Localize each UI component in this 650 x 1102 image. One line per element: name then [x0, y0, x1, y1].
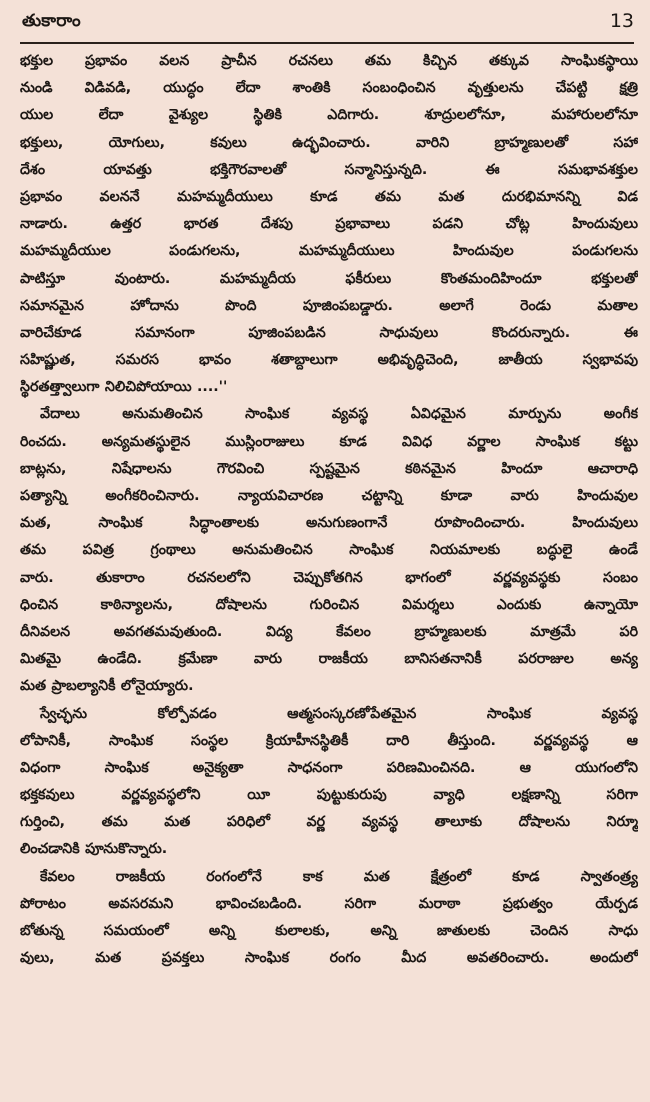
text-line: ప్రభావం వలననే మహమ్మదీయులు కూడ తమ మత దురభిమానన్ని విడ [20, 188, 638, 205]
body-text [20, 48, 638, 972]
text-line: యుల లేదా వైశ్యుల స్థితికి ఎదిగారు. శూద్రులలోనూ, మహారులలోనూ [20, 107, 638, 124]
text-line: తమ పవిత్ర గ్రంథాలు అనుమతించిన సాంఘిక నియమాలకు బద్ధులై ఉండే [20, 542, 638, 559]
page-number: 13 [609, 10, 634, 32]
text-line: మత ప్రాబల్యానికీ లోనైయ్యారు. [20, 678, 194, 695]
text-line: బాట్లను, నిషేధాలను గౌరవించి స్పష్టమైన కఠినమైన హిందూ ఆచారాధి [20, 460, 638, 477]
text-line: స్థిరతత్త్వాలుగా నిలిచిపోయాయి ....'' [20, 379, 228, 396]
text-line: మితమై ఉండేది. క్రమేణా వారు రాజకీయ బానిసతనానికీ పరరాజుల అన్య [20, 651, 638, 668]
text-line: నాడారు. ఉత్తర భారత దేశపు ప్రభావాలు పడని చోట్ల హిందువులు [20, 216, 638, 233]
paragraph [20, 864, 638, 973]
text-line: భక్తకవులు వర్ణవ్యవస్థలోని యీ పుట్టుకురుపు వ్యాధి లక్షణాన్ని సరిగా [20, 787, 638, 804]
text-line: వారిచేకూడ సమానంగా పూజింపబడిన సాధువులు కొందరున్నారు. ఈ [20, 324, 638, 341]
text-line: ధించిన కాఠిన్యాలను, దోషాలను గురించిన విమర్శలు ఎందుకు ఉన్నాయో [20, 596, 638, 613]
text-line: రించదు. అన్యమతస్థులైన ముస్లింరాజులు కూడ వివిధ వర్ణాల సాంఘిక కట్టు [20, 433, 638, 450]
text-line: భక్తులు, యోగులు, కవులు ఉద్భవించారు. వారిని బ్రాహ్మణులతో సహా [20, 134, 638, 151]
text-line: సహిష్ణుత, సమరస భావం శతాబ్దాలుగా అభివృద్ధిచెంది, జాతీయ స్వభావపు [20, 352, 638, 369]
text-line: లోపానికీ, సాంఘిక సంస్థల క్రియాహీనస్థితికీ దారి తీస్తుంది. వర్ణవ్యవస్థ ఆ [20, 732, 638, 749]
text-line: వులు, మత ప్రవక్తలు సాంఘిక రంగం మీద అవతరించారు. అందులో [20, 950, 638, 967]
text-line: పత్యాన్ని అంగీకరించినారు. న్యాయవిచారణ చట్టాన్ని కూడా వారు హిందువుల [20, 488, 638, 504]
text-line: పాటిస్తూ వుంటారు. మహమ్మదీయ ఫకీరులు కొంతమందిహిందూ భక్తులతో [20, 270, 638, 287]
text-line: మహమ్మదీయుల పండుగలను, మహమ్మదీయులు హిందువుల పండుగలను [20, 243, 638, 260]
paragraph [20, 48, 638, 401]
text-line: దేశం యావత్తు భక్తిగౌరవాలతో సన్మానిస్తున్నది. ఈ సమభావశక్తుల [20, 161, 638, 178]
text-line: పోరాటం అవసరమని భావించబడింది. సరిగా మరాఠా ప్రభుత్వం యేర్పడ [20, 895, 638, 912]
text-line: సమానమైన హోదాను పొంది పూజింపబడ్డారు. అలాగే రెండు మతాల [20, 297, 638, 314]
text-line: బోతున్న సమయంలో అన్ని కులాలకు, అన్ని జాతులకు చెందిన సాధు [20, 923, 638, 939]
text-line: విధంగా సాంఘిక అనైక్యతా సాధనంగా పరిణమించినది. ఆ యుగంలోని [20, 759, 638, 776]
paragraph [20, 401, 638, 700]
text-line: కేవలం రాజకీయ రంగంలోనే కాక మత క్షేత్రంలో కూడ స్వాతంత్ర్య [40, 868, 638, 885]
text-line: గుర్తించి, తమ మత పరిధిలో వర్ణ వ్యవస్థ తాలూకు దోషాలను నిర్మూ [20, 814, 638, 831]
running-title: తుకారాం [22, 11, 81, 31]
text-line: మత, సాంఘిక సిద్ధాంతాలకు అనుగుణంగానే రూపొందించారు. హిందువులు [20, 515, 638, 532]
text-line: భక్తుల ప్రభావం వలన ప్రాచీన రచనలు తమ కిచ్చిన తక్కువ సాంఘికస్థాయి [20, 53, 638, 69]
paragraph [20, 701, 638, 864]
text-line: నుండి విడివడి, యుద్ధం లేదా శాంతికి సంబంధించిన వృత్తులను చేపట్టి క్షత్రి [20, 80, 638, 97]
text-line: స్వేచ్ఛను కోల్పోవడం ఆత్మసంస్కరణోపేతమైన సాంఘిక వ్యవస్థ [40, 705, 638, 722]
text-line: వారు. తుకారాం రచనలలోని చెప్పుకోతగిన భాగంలో వర్ణవ్యవస్థకు సంబం [20, 569, 638, 586]
text-line: దీనివలన అవగతమవుతుంది. విద్య కేవలం బ్రాహ్మణులకు మాత్రమే పరి [20, 623, 638, 640]
text-line: లించడానికి పూనుకొన్నారు. [20, 841, 168, 858]
page-header [20, 8, 634, 44]
text-line: వేదాలు అనుమతించిన సాంఘిక వ్యవస్థ ఏవిధమైన మార్పును అంగీక [40, 406, 638, 423]
